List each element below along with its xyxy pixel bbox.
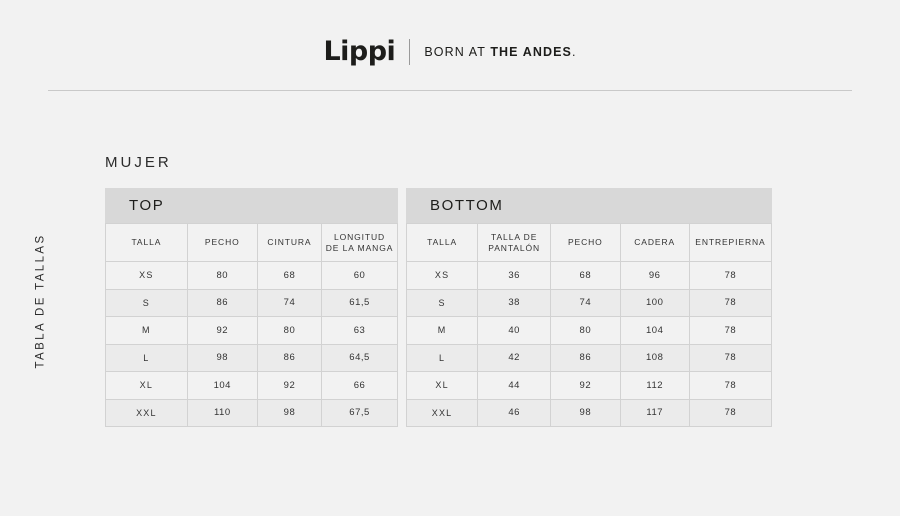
brand-lockup	[0, 38, 900, 65]
cell-value: 92	[551, 372, 620, 400]
cell-value: 67,5	[322, 399, 398, 427]
table-row	[106, 399, 398, 427]
table-row	[106, 289, 398, 317]
table-row	[106, 372, 398, 400]
column-header-line: PECHO	[204, 237, 240, 248]
table-bottom	[406, 223, 772, 427]
cell-value: 100	[620, 289, 689, 317]
table-row	[106, 262, 398, 290]
table-top	[105, 223, 398, 427]
header-divider-rule	[48, 90, 852, 91]
size-tables-container	[105, 188, 772, 427]
table-header-row	[407, 224, 772, 262]
cell-value: 98	[551, 399, 620, 427]
page-header	[0, 0, 900, 90]
cell-value: 78	[689, 344, 771, 372]
column-header-line: ENTREPIERNA	[695, 237, 766, 248]
cell-value: 64,5	[322, 344, 398, 372]
table-bottom-title: BOTTOM	[406, 188, 772, 223]
table-row	[407, 317, 772, 345]
cell-value: 80	[187, 262, 257, 290]
cell-value: 38	[478, 289, 551, 317]
cell-value: 96	[620, 262, 689, 290]
tagline-light: BORN AT	[424, 44, 491, 59]
cell-value: 98	[257, 399, 321, 427]
cell-value: 68	[257, 262, 321, 290]
column-header-talla	[407, 224, 478, 262]
cell-value: 80	[551, 317, 620, 345]
tagline-bold: THE ANDES	[490, 44, 572, 59]
cell-size: M	[106, 317, 188, 345]
cell-size: M	[407, 317, 478, 345]
column-header-pecho	[551, 224, 620, 262]
table-row	[106, 317, 398, 345]
column-header-talla-pantalon	[478, 224, 551, 262]
cell-value: 42	[478, 344, 551, 372]
cell-value: 86	[257, 344, 321, 372]
table-row	[407, 399, 772, 427]
cell-value: 46	[478, 399, 551, 427]
cell-value: 104	[187, 372, 257, 400]
cell-value: 110	[187, 399, 257, 427]
column-header-cintura	[257, 224, 321, 262]
column-header-line: CADERA	[634, 237, 676, 248]
column-header-line: TALLA DE	[491, 231, 538, 242]
cell-value: 92	[187, 317, 257, 345]
column-header-cadera	[620, 224, 689, 262]
cell-value: 36	[478, 262, 551, 290]
column-header-line: PECHO	[567, 237, 603, 248]
cell-value: 66	[322, 372, 398, 400]
cell-value: 86	[187, 289, 257, 317]
table-row	[407, 344, 772, 372]
table-bottom-head	[407, 224, 772, 262]
page-title: MUJER	[105, 154, 172, 171]
cell-value: 108	[620, 344, 689, 372]
cell-value: 78	[689, 262, 771, 290]
cell-value: 80	[257, 317, 321, 345]
column-header-entrepierna	[689, 224, 771, 262]
cell-value: 98	[187, 344, 257, 372]
cell-value: 78	[689, 372, 771, 400]
cell-value: 74	[551, 289, 620, 317]
column-header-line: CINTURA	[267, 237, 312, 248]
column-header-pecho	[187, 224, 257, 262]
table-top-head	[106, 224, 398, 262]
table-row	[407, 262, 772, 290]
cell-value: 68	[551, 262, 620, 290]
cell-size: XL	[407, 372, 478, 400]
cell-size: S	[106, 289, 188, 317]
cell-size: XS	[407, 262, 478, 290]
cell-value: 44	[478, 372, 551, 400]
vertical-section-label-text: TABLA DE TALLAS	[35, 233, 48, 369]
cell-value: 78	[689, 289, 771, 317]
cell-value: 61,5	[322, 289, 398, 317]
vertical-section-label	[28, 186, 54, 416]
column-header-line: DE LA MANGA	[325, 242, 394, 253]
cell-value: 117	[620, 399, 689, 427]
table-bottom-body	[407, 262, 772, 427]
cell-size: XS	[106, 262, 188, 290]
tagline-period: .	[571, 44, 577, 59]
table-top-title: TOP	[105, 188, 398, 223]
table-top-body	[106, 262, 398, 427]
cell-value: 104	[620, 317, 689, 345]
table-row	[407, 372, 772, 400]
table-row	[407, 289, 772, 317]
cell-value: 112	[620, 372, 689, 400]
cell-size: XL	[106, 372, 188, 400]
cell-value: 63	[322, 317, 398, 345]
cell-value: 78	[689, 399, 771, 427]
column-header-longitud-manga	[322, 224, 398, 262]
cell-size: L	[106, 344, 188, 372]
cell-size: L	[407, 344, 478, 372]
cell-value: 86	[551, 344, 620, 372]
column-header-line: LONGITUD	[333, 231, 386, 242]
brand-divider	[409, 39, 410, 65]
size-table-bottom	[406, 188, 772, 427]
cell-value: 78	[689, 317, 771, 345]
cell-size: S	[407, 289, 478, 317]
cell-size: XXL	[106, 399, 188, 427]
column-header-talla	[106, 224, 188, 262]
column-header-line: TALLA	[131, 237, 162, 248]
cell-size: XXL	[407, 399, 478, 427]
column-header-line: PANTALÓN	[488, 242, 541, 253]
size-table-top	[105, 188, 398, 427]
cell-value: 40	[478, 317, 551, 345]
lippi-logo: Lippi	[323, 36, 396, 67]
brand-tagline	[424, 45, 576, 59]
table-row	[106, 344, 398, 372]
table-header-row	[106, 224, 398, 262]
cell-value: 74	[257, 289, 321, 317]
cell-value: 60	[322, 262, 398, 290]
cell-value: 92	[257, 372, 321, 400]
column-header-line: TALLA	[427, 237, 458, 248]
